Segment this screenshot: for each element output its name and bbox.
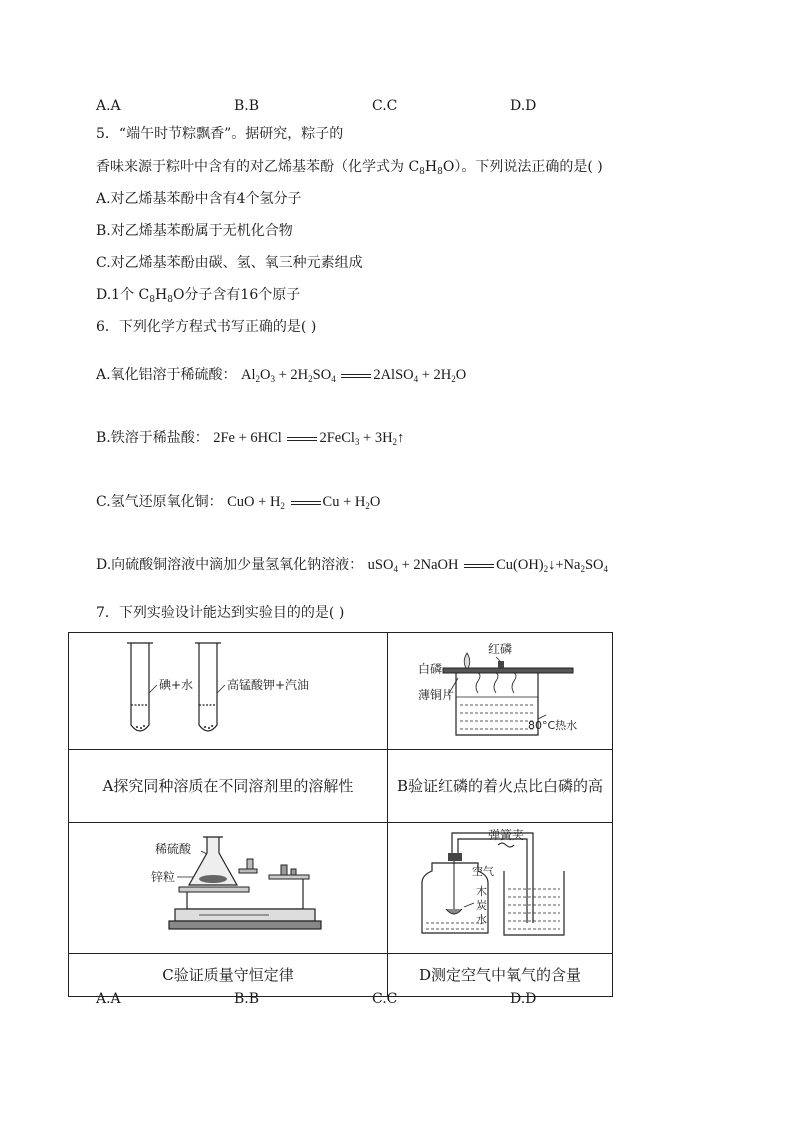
q6-option-d: D.向硫酸铜溶液中滴加少量氢氧化钠溶液： uSO$_4$ + 2NaOH $Cu(OH)_2↓+Na_2SO_4$ (96, 557, 609, 574)
label-carbon-2: 炭 (476, 899, 487, 912)
q4-option-c: C.C (372, 98, 398, 114)
equation-a: $Al_2O_3 + 2H_2SO_4$ 2AlSO$_4$ + $2H_2O$ (241, 367, 467, 384)
equation-d: uSO$_4$ + 2NaOH $Cu(OH)_2↓+Na_2SO_4$ (367, 557, 609, 574)
label-dilute-sulfuric-acid: 稀硫酸 (155, 842, 192, 856)
label-kmno4-gasoline: 高锰酸钾+汽油 (227, 678, 310, 692)
figure-c-cell (69, 823, 388, 954)
figure-a-cell (69, 633, 388, 750)
equation-c: CuO + $H_2$ $Cu + H_2O$ (227, 494, 381, 511)
q7-stem: 7．下列实验设计能达到实验目的的是( ) (96, 605, 345, 621)
test-tubes-figure (69, 633, 347, 745)
equation-b: 2Fe + 6HCl 2FeCl$_3$ + $3H_2↑$ (213, 430, 405, 447)
label-iodine-water: 碘+水 (159, 678, 194, 692)
q6-option-c: C.氢气还原氧化铜： CuO + $H_2$ $Cu + H_2O$ (96, 494, 381, 511)
balance-figure (69, 823, 347, 949)
q7-option-c: C.C (372, 991, 398, 1007)
q6-stem: 6．下列化学方程式书写正确的是( ) (96, 319, 317, 335)
q4-option-b: B.B (234, 98, 260, 114)
caption-c: C验证质量守恒定律 (69, 954, 388, 997)
label-spring-clip: 弹簧夹 (488, 828, 525, 842)
figure-b-cell (388, 633, 613, 750)
figure-d-cell (388, 823, 613, 954)
q6-option-b: B.铁溶于稀盐酸： 2Fe + 6HCl 2FeCl$_3$ + $3H_2↑$ (96, 430, 405, 447)
q4-option-a: A.A (96, 98, 121, 114)
label-white-phosphorus: 白磷 (418, 662, 443, 676)
label-red-phosphorus: 红磷 (488, 642, 513, 656)
caption-a: A探究同种溶质在不同溶剂里的溶解性 (69, 750, 388, 823)
q4-option-d: D.D (510, 98, 537, 114)
q7-option-b: B.B (234, 991, 260, 1007)
label-carbon-1: 木 (476, 885, 487, 898)
test-tube-1 (127, 643, 153, 731)
oxygen-measurement-figure (388, 823, 600, 949)
phosphorus-figure (388, 633, 600, 745)
caption-b: B验证红磷的着火点比白磷的高 (388, 750, 613, 823)
q5-stem-line2: 香味来源于粽叶中含有的对乙烯基苯酚（化学式为 $C_8H_8O$）。下列说法正确的是( ) (96, 159, 603, 177)
label-hot-water: 80°C热水 (528, 719, 578, 732)
q5-option-d: D.1个 $C_8H_8O$分子含有16个原子 (96, 287, 301, 305)
q7-option-d: D.D (510, 991, 537, 1007)
q5-stem-line1: 5．“端午时节粽飘香”。据研究，粽子的 (96, 126, 344, 142)
test-tube-2 (195, 643, 221, 731)
q5-option-b: B.对乙烯基苯酚属于无机化合物 (96, 223, 293, 239)
q6-option-a: A.氧化铝溶于稀硫酸： $Al_2O_3 + 2H_2SO_4$ 2AlSO$_4$ + $2H_2O$ (96, 367, 467, 384)
q7-option-a: A.A (96, 991, 121, 1007)
q5-option-a: A.对乙烯基苯酚中含有4个氢分子 (96, 191, 302, 207)
q5-option-c: C.对乙烯基苯酚由碳、氢、氧三种元素组成 (96, 255, 363, 271)
label-zinc-granules: 锌粒 (151, 870, 176, 884)
caption-d: D测定空气中氧气的含量 (388, 954, 613, 997)
experiment-table (68, 632, 613, 997)
label-air: 空气 (472, 865, 494, 878)
label-water: 水 (476, 913, 487, 926)
label-copper-sheet: 薄铜片 (418, 688, 455, 702)
